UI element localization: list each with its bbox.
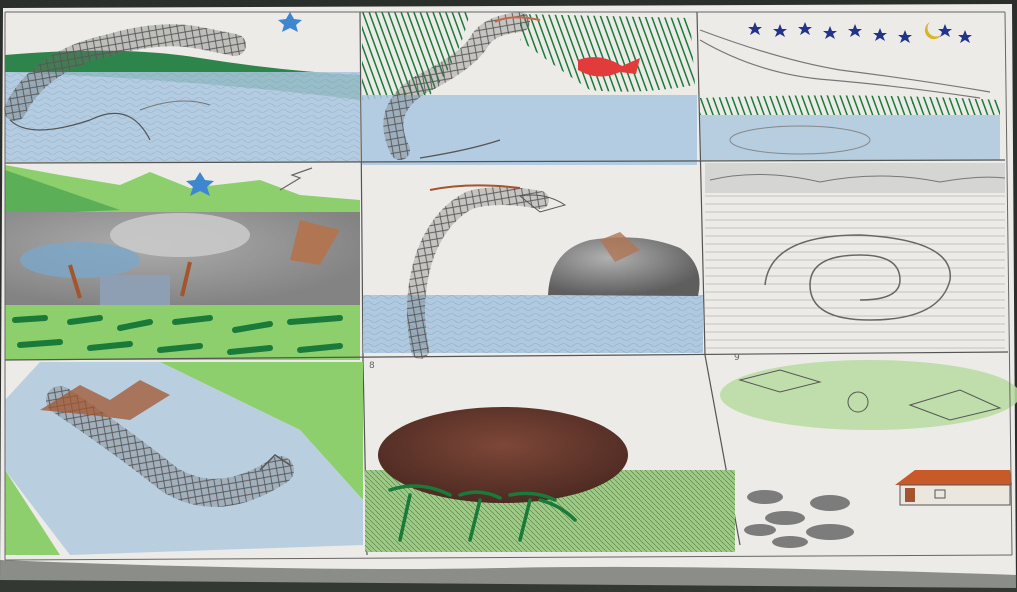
panel-number: 9 [734,353,740,363]
panel-number: 8 [369,361,375,371]
house-icon [895,470,1012,505]
boulder-shape [378,407,628,503]
panel-7 [5,362,363,555]
panel-6 [705,163,1005,355]
